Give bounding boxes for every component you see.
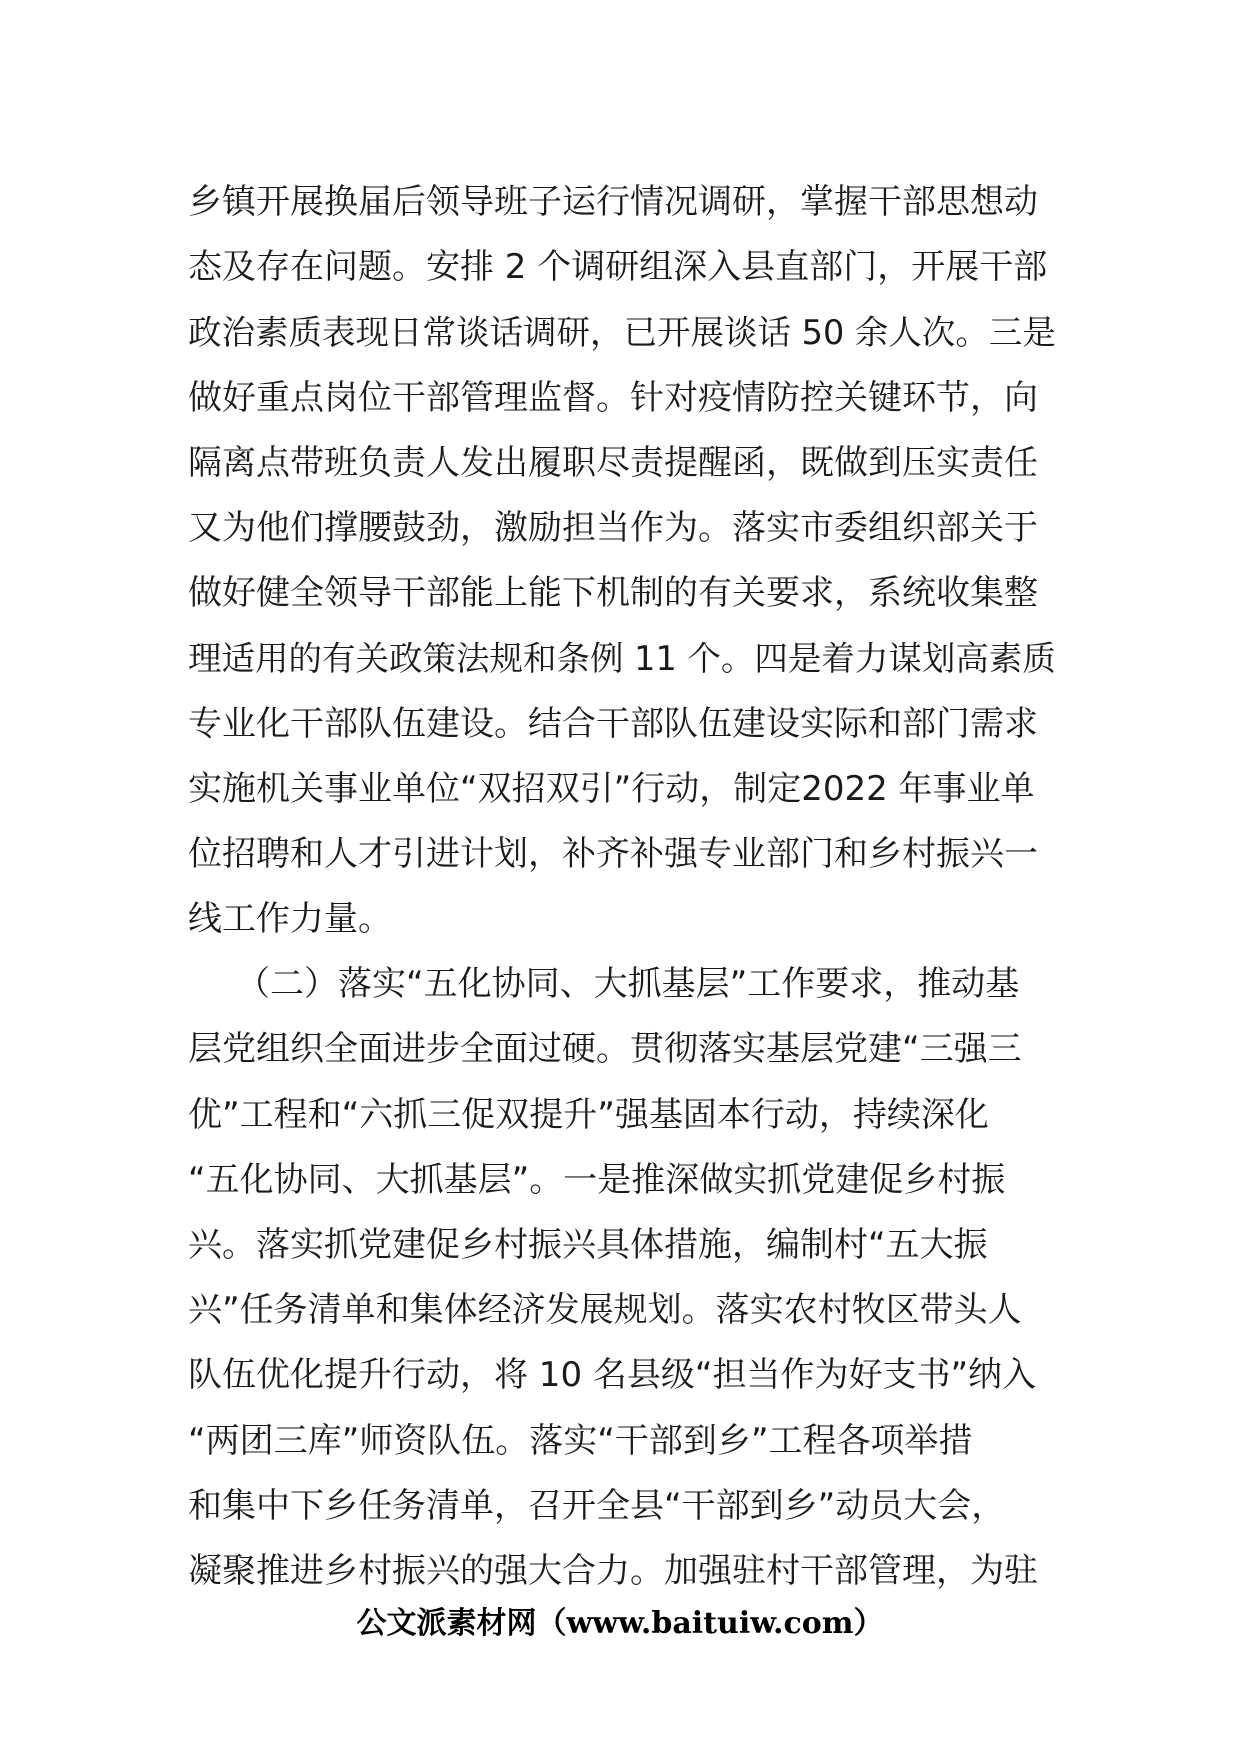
text-line: 专业化干部队伍建设。结合干部队伍建设实际和部门需求 xyxy=(188,703,1038,744)
text-line: 实施机关事业单位“双招双引”行动，制定2022 年事业单 xyxy=(188,768,1035,809)
text-line: “两团三库”师资队伍。落实“干部到乡”工程各项举措 xyxy=(188,1420,973,1461)
section-heading-line: （二）落实“五化协同、大抓基层”工作要求，推动基 xyxy=(236,964,1020,1005)
document-body xyxy=(188,170,1058,1604)
footer-watermark: 公文派素材网（www.baituiw.com） xyxy=(356,1606,884,1641)
text-line: 优”工程和“六抓三促双提升”强基固本行动，持续深化 xyxy=(188,1094,989,1135)
text-line: 又为他们撑腰鼓劲，激励担当作为。落实市委组织部关于 xyxy=(188,507,1038,548)
text-line: 做好重点岗位干部管理监督。针对疫情防控关键环节，向 xyxy=(188,377,1038,418)
text-line: 层党组织全面进步全面过硬。贯彻落实基层党建“三强三 xyxy=(188,1029,1022,1070)
text-line: 凝聚推进乡村振兴的强大合力。加强驻村干部管理，为驻 xyxy=(188,1550,1038,1591)
text-line: 理适用的有关政策法规和条例 11 个。四是着力谋划高素质 xyxy=(188,639,1056,679)
text-line: 线工作力量。 xyxy=(188,899,392,940)
text-line: “五化协同、大抓基层”。一是推深做实抓党建促乡村振 xyxy=(188,1159,1006,1200)
text-line: 隔离点带班负责人发出履职尽责提醒函，既做到压实责任 xyxy=(188,442,1038,483)
text-line: 政治素质表现日常谈话调研，已开展谈话 50 余人次。三是 xyxy=(188,313,1056,353)
text-line: 乡镇开展换届后领导班子运行情况调研，掌握干部思想动 xyxy=(188,182,1038,222)
text-line: 队伍优化提升行动，将 10 名县级“担当作为好支书”纳入 xyxy=(188,1355,1037,1396)
text-line: 位招聘和人才引进计划，补齐补强专业部门和乡村振兴一 xyxy=(188,833,1038,874)
text-line: 兴”任务清单和集体经济发展规划。落实农村牧区带头人 xyxy=(188,1290,1022,1331)
text-line: 兴。落实抓党建促乡村振兴具体措施，编制村“五大振 xyxy=(188,1225,988,1265)
text-line: 做好健全领导干部能上能下机制的有关要求，系统收集整 xyxy=(188,573,1038,614)
text-line: 态及存在问题。安排 2 个调研组深入县直部门，开展干部 xyxy=(188,247,1048,288)
text-line: 和集中下乡任务清单，召开全县“干部到乡”动员大会， xyxy=(188,1485,1006,1526)
